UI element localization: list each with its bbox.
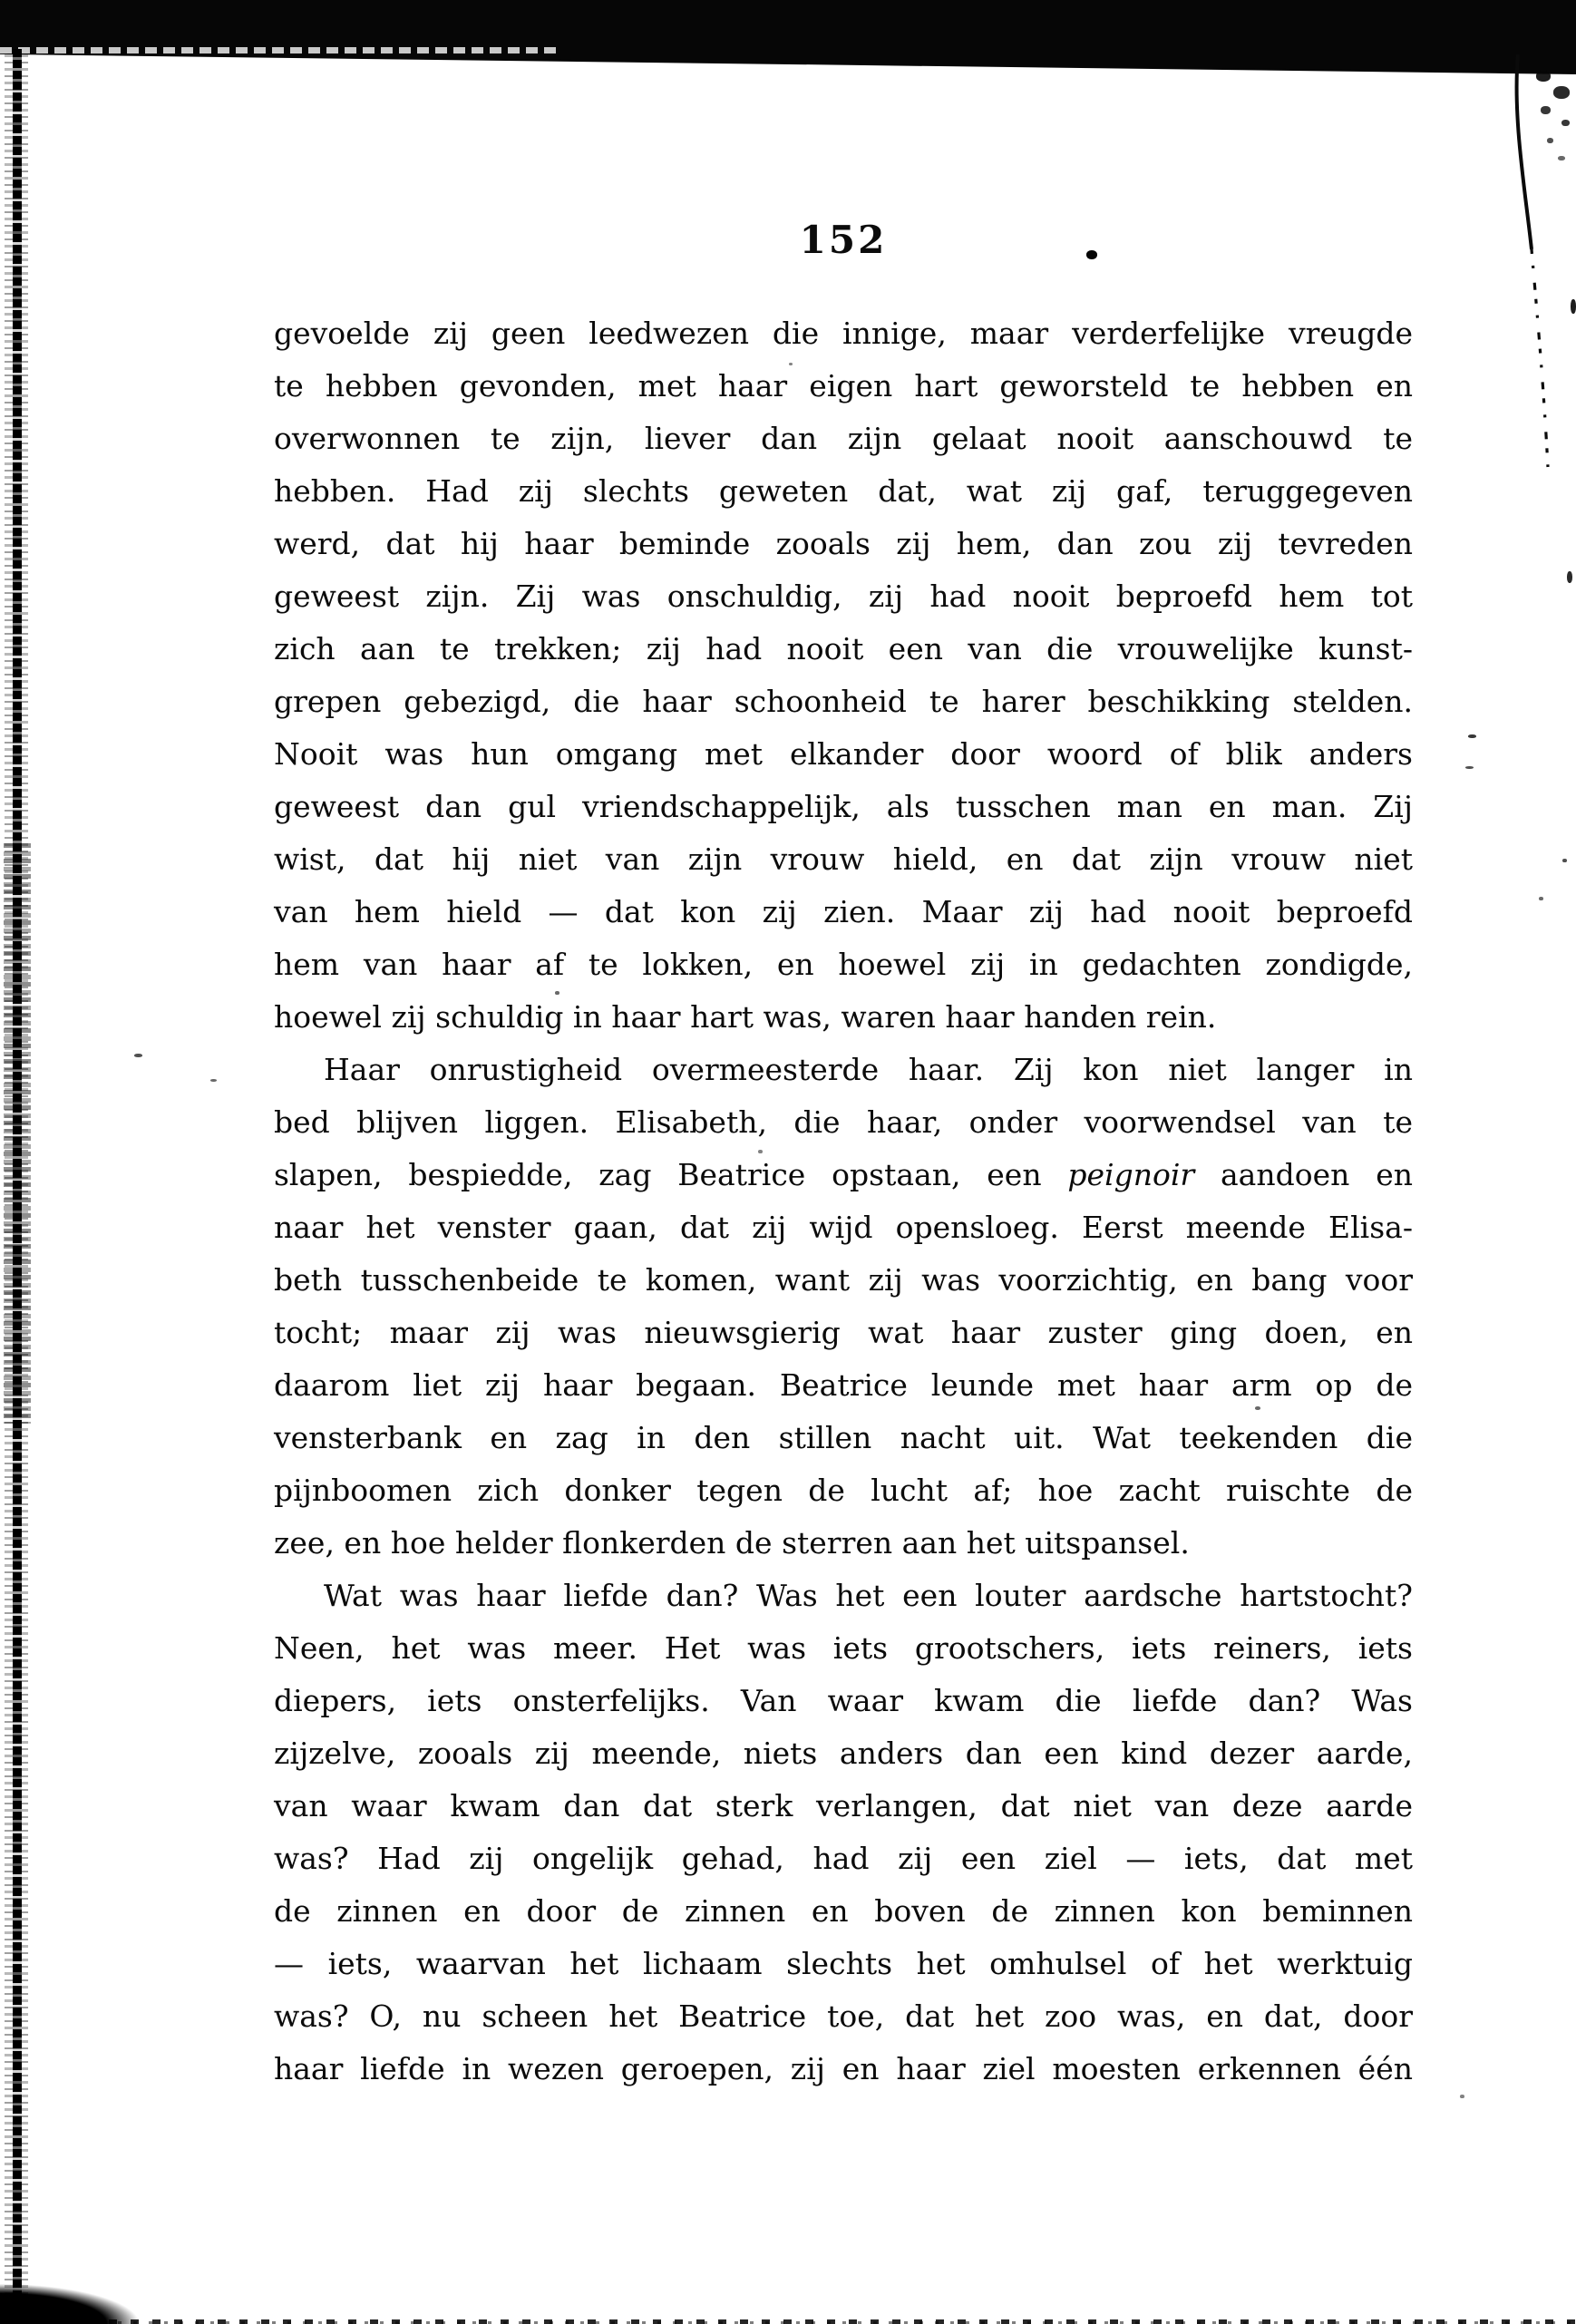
scan-speck <box>1562 859 1567 862</box>
line-segment: geweest zijn. Zij was onschuldig, zij had nooit beproefd hem tot <box>274 579 1413 614</box>
scan-speck <box>1571 299 1576 314</box>
line-segment: de zinnen en door de zinnen en boven de zinnen kon beminnen <box>274 1893 1413 1929</box>
line-segment: haar liefde in wezen geroepen, zij en haar ziel moesten erkennen één <box>274 2051 1413 2086</box>
line-segment: hem van haar af te lokken, en hoewel zij in gedachten zondigde, <box>274 947 1413 982</box>
text-line <box>274 781 1413 833</box>
line-segment: werd, dat hij haar beminde zooals zij hem, dan zou zij tevreden <box>274 526 1413 561</box>
line-segment: naar het venster gaan, dat zij wijd opensloeg. Eerst meende Elisa- <box>274 1210 1413 1245</box>
scan-speck <box>555 991 559 995</box>
scan-speck <box>1465 766 1474 769</box>
scan-speck <box>134 1054 142 1057</box>
line-segment: pijnboomen zich donker tegen de lucht af; hoe zacht ruischte de <box>274 1473 1413 1508</box>
body-text-block <box>274 307 1413 2095</box>
text-line <box>274 2043 1413 2095</box>
scan-speck <box>1541 106 1551 114</box>
line-segment: Haar onrustigheid overmeesterde haar. Zij kon niet langer in <box>324 1052 1413 1087</box>
line-segment: zich aan te trekken; zij had nooit een van die vrouwelijke kunst- <box>274 631 1413 666</box>
page-curl-line <box>1478 54 1576 472</box>
line-segment: overwonnen te zijn, liever dan zijn gelaat nooit aanschouwd te <box>274 421 1413 456</box>
line-segment: daarom liet zij haar begaan. Beatrice leunde met haar arm op de <box>274 1367 1413 1403</box>
scan-speck <box>1553 86 1570 99</box>
line-segment: aandoen en <box>1194 1157 1413 1192</box>
text-line <box>274 1201 1413 1254</box>
line-segment: wist, dat hij niet van zijn vrouw hield, en dat zijn vrouw niet <box>274 841 1413 877</box>
text-line <box>274 1780 1413 1833</box>
line-segment: zijzelve, zooals zij meende, niets anders dan een kind dezer aarde, <box>274 1736 1413 1771</box>
line-segment: — iets, waarvan het lichaam slechts het omhulsel of het werktuig <box>274 1946 1413 1981</box>
text-line <box>274 728 1413 781</box>
text-line <box>274 413 1413 465</box>
text-line <box>274 1359 1413 1412</box>
text-line <box>274 1833 1413 1885</box>
scan-speck <box>210 1079 217 1082</box>
text-line <box>274 1096 1413 1149</box>
text-line <box>274 991 1413 1044</box>
scan-speck <box>1539 897 1543 900</box>
text-line <box>274 1412 1413 1464</box>
text-line <box>274 1254 1413 1307</box>
text-line <box>274 465 1413 518</box>
scan-speck <box>1086 250 1097 259</box>
line-segment: was? O, nu scheen het Beatrice toe, dat het zoo was, en dat, door <box>274 1998 1413 2034</box>
line-segment: van waar kwam dan dat sterk verlangen, dat niet van deze aarde <box>274 1788 1413 1823</box>
scan-speck <box>1468 734 1476 738</box>
text-line <box>274 1464 1413 1517</box>
line-segment: diepers, iets onsterfelijks. Van waar kwam die liefde dan? Was <box>274 1683 1413 1718</box>
text-line <box>274 360 1413 413</box>
text-line <box>274 886 1413 938</box>
line-segment: te hebben gevonden, met haar eigen hart geworsteld te hebben en <box>274 368 1413 404</box>
text-line <box>274 833 1413 886</box>
scan-speck <box>1460 2095 1464 2098</box>
text-line <box>274 1727 1413 1780</box>
scan-speck <box>1547 138 1553 143</box>
scan-speck <box>789 363 793 365</box>
scan-gutter-blob <box>4 843 31 1424</box>
scan-speck <box>1255 1406 1260 1410</box>
text-line <box>274 1044 1413 1096</box>
scan-speck <box>1558 156 1565 160</box>
text-line <box>274 1149 1413 1201</box>
scan-speck <box>1567 571 1572 583</box>
line-segment: grepen gebezigd, die haar schoonheid te harer beschikking stelden. <box>274 684 1413 719</box>
italic-word: peignoir <box>1067 1157 1195 1192</box>
line-segment: Nooit was hun omgang met elkander door woord of blik anders <box>274 736 1413 772</box>
line-segment: Wat was haar liefde dan? Was het een louter aardsche hartstocht? <box>324 1578 1413 1613</box>
text-line <box>274 1517 1413 1570</box>
line-segment: was? Had zij ongelijk gehad, had zij een ziel — iets, dat met <box>274 1841 1413 1876</box>
text-line <box>274 1885 1413 1938</box>
text-line <box>274 1307 1413 1359</box>
line-segment: tocht; maar zij was nieuwsgierig wat haar zuster ging doen, en <box>274 1315 1413 1350</box>
scan-bottom-speckle <box>0 2316 1576 2324</box>
text-line <box>274 518 1413 570</box>
scan-top-band-noise <box>0 47 562 53</box>
line-segment: geweest dan gul vriendschappelijk, als tusschen man en man. Zij <box>274 789 1413 824</box>
line-segment: beth tusschenbeide te komen, want zij was voorzichtig, en bang voor <box>274 1262 1413 1298</box>
line-segment: bed blijven liggen. Elisabeth, die haar, onder voorwendsel van te <box>274 1104 1413 1140</box>
text-line <box>274 1938 1413 1990</box>
line-segment: hoewel zij schuldig in haar hart was, waren haar handen rein. <box>274 999 1217 1035</box>
scan-bottom-corner-blob <box>0 2282 145 2324</box>
text-line <box>274 1675 1413 1727</box>
line-segment: hebben. Had zij slechts geweten dat, wat zij gaf, teruggegeven <box>274 473 1413 509</box>
line-segment: Neen, het was meer. Het was iets grootschers, iets reiners, iets <box>274 1630 1413 1666</box>
text-line <box>274 623 1413 676</box>
text-line <box>274 676 1413 728</box>
line-segment: vensterbank en zag in den stillen nacht uit. Wat teekenden die <box>274 1420 1413 1455</box>
scan-top-band-artifact <box>0 0 1576 74</box>
line-segment: slapen, bespiedde, zag Beatrice opstaan, een <box>274 1157 1068 1192</box>
line-segment: van hem hield — dat kon zij zien. Maar zij had nooit beproefd <box>274 894 1413 929</box>
text-line <box>274 938 1413 991</box>
page-number: 152 <box>799 218 888 262</box>
text-line <box>274 1990 1413 2043</box>
scan-speck <box>1561 120 1570 126</box>
text-line <box>274 307 1413 360</box>
text-line <box>274 1570 1413 1622</box>
text-line <box>274 570 1413 623</box>
line-segment: gevoelde zij geen leedwezen die innige, maar verderfelijke vreugde <box>274 316 1413 351</box>
scan-speck <box>758 1150 763 1153</box>
scan-speck <box>1536 71 1551 82</box>
text-line <box>274 1622 1413 1675</box>
line-segment: zee, en hoe helder flonkerden de sterren aan het uitspansel. <box>274 1525 1190 1561</box>
